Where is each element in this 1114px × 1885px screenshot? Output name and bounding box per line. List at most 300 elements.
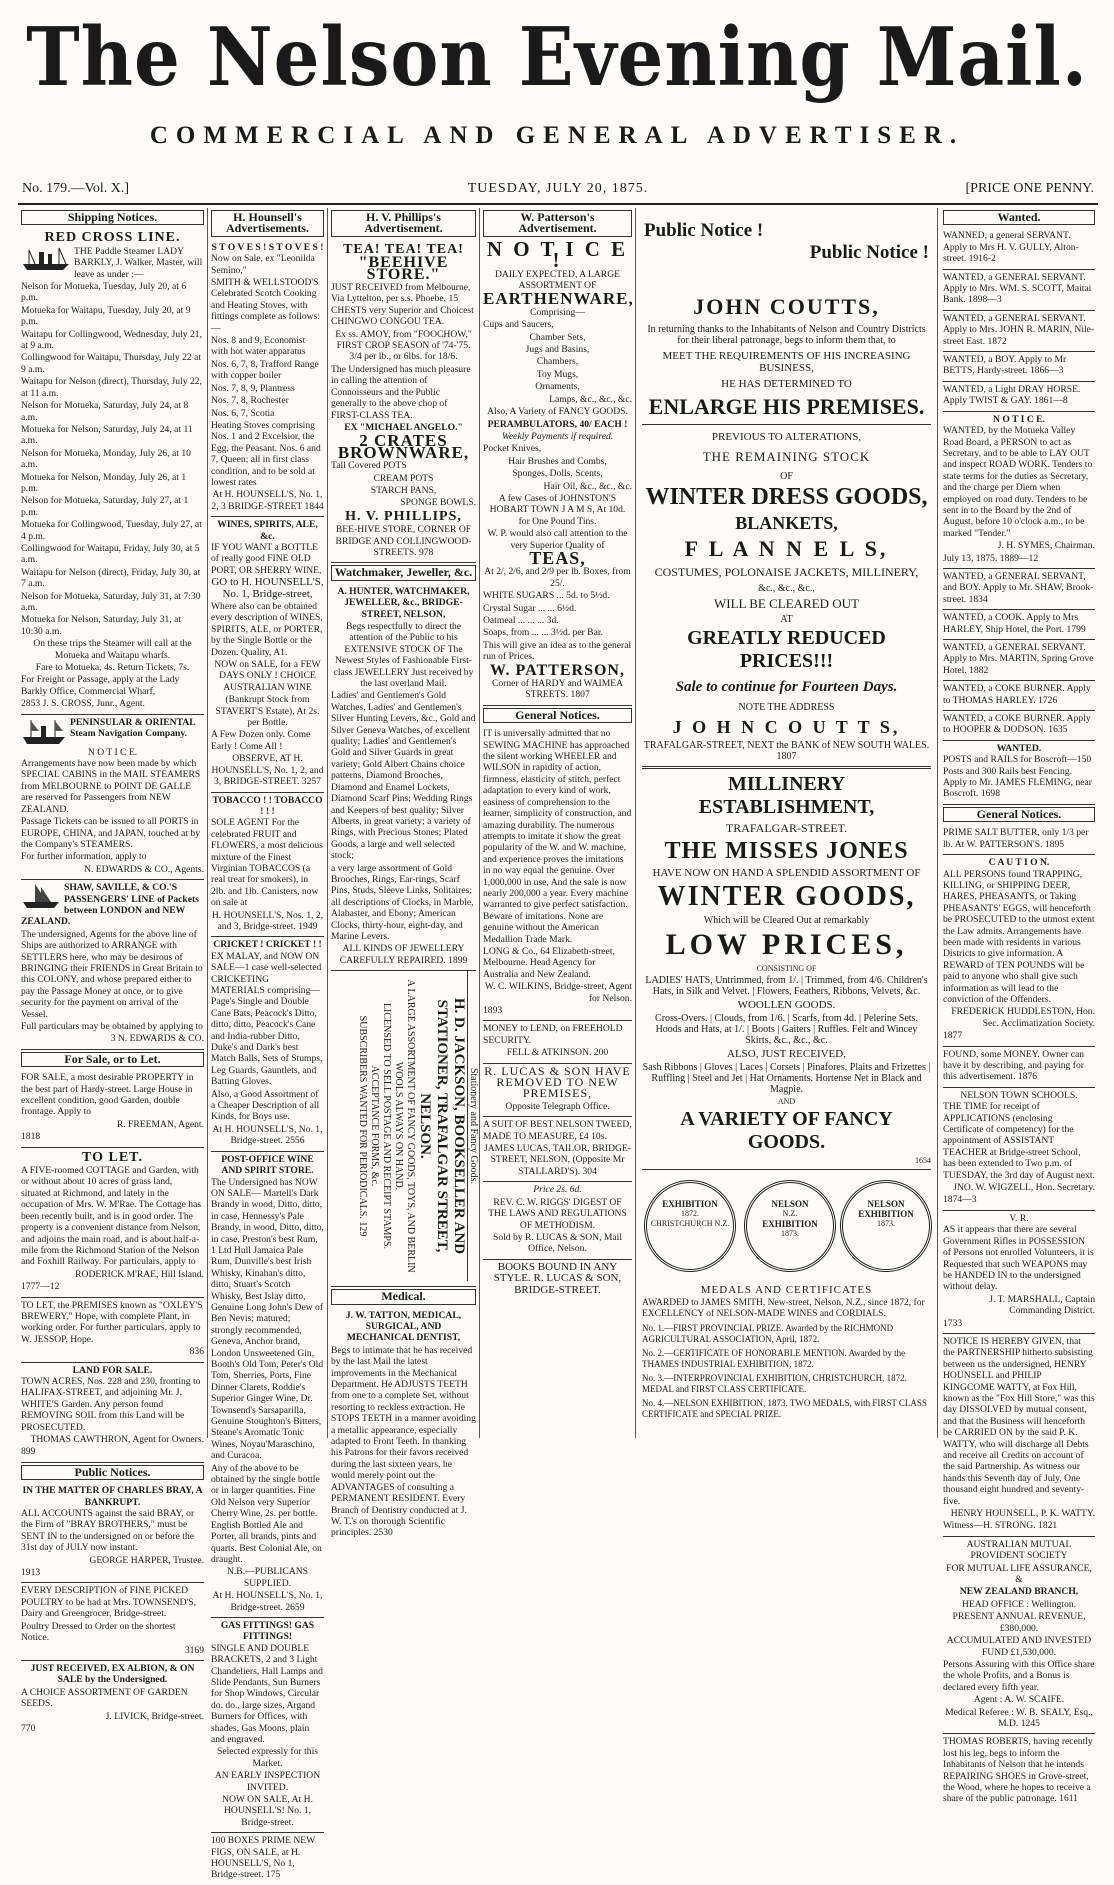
wanted-ad bbox=[943, 270, 1095, 311]
ad-address: At H. HOUNSELL'S, No. 1, Bridge-street. 2556 bbox=[212, 1123, 323, 1147]
ad-number: 1654 bbox=[915, 1156, 931, 1165]
ad-body: AS it appears that there are several Government Rifles in POSSESSION of Persons not enrolled Volunteers, it is Requested that such WEAPONS may be HANDED IN to the undersigned without delay. bbox=[943, 1224, 1094, 1293]
ad-body: Medical Referee : W. B. SEALY, Esq., M.D. 1245 bbox=[945, 1706, 1093, 1729]
section-heading: Shipping Notices. bbox=[21, 210, 204, 225]
ad-body: PERAMBULATORS, 40/ EACH ! bbox=[487, 418, 628, 430]
wanted-ad bbox=[943, 382, 1095, 412]
ad-number: 770 bbox=[21, 1722, 36, 1734]
ad-heading: TO LET. bbox=[82, 1149, 143, 1165]
ad-body: Full particulars may be obtained by applying to bbox=[21, 1021, 203, 1032]
ad-body: WANTED, a GENERAL SERVANT. Apply to Mrs. MARTIN, Spring Grove Hotel. 1882 bbox=[943, 642, 1094, 676]
ad-body: HAVE NOW ON HAND A SPLENDID ASSORTMENT OF bbox=[652, 867, 921, 879]
ad-heading: Public Notice ! bbox=[809, 242, 929, 263]
stove-item: Nos. 6, 7, Scotia bbox=[211, 407, 275, 419]
medal-text: 1873. bbox=[781, 1229, 799, 1238]
ad-heading: AUSTRALIAN MUTUAL PROVIDENT SOCIETY bbox=[966, 1538, 1072, 1562]
wanted-ad bbox=[943, 610, 1095, 640]
ad-money-to-lend bbox=[483, 1021, 632, 1063]
ad-body: Persons Assuring with this Office share the whole Profits, and a Bonus is declared every fifth year. bbox=[943, 1658, 1095, 1693]
earthenware-item: Lamps, &c., &c., &c. bbox=[549, 393, 632, 405]
column-patterson bbox=[480, 208, 636, 1438]
ad-signature: N. EDWARDS & CO., Agents. bbox=[84, 863, 204, 875]
ad-body: Any of the above to be obtained by the single bottle or in larger quantities. Fine Old Nelson very Superior Cherry Wine, 2s. per bottle. English Bottled Ale and Porter, all brands, pints and quarts. Best Colonial Ale, on draught. bbox=[211, 1462, 322, 1565]
ad-strip: Stationery and Fancy Goods. bbox=[467, 971, 479, 1281]
ad-heading: LOW PRICES, bbox=[665, 928, 908, 961]
ad-body: NOTE THE ADDRESS bbox=[738, 702, 835, 713]
ad-address: BEE-HIVE STORE, CORNER OF BRIDGE AND COLLINGWOOD-STREETS. 978 bbox=[335, 524, 472, 558]
ad-shaw-saville bbox=[21, 880, 204, 1050]
ad-body: IF YOU WANT a BOTTLE of really good FINE OLD PORT, OR SHERRY WINE, bbox=[211, 541, 322, 576]
ad-body: Selected expressly for this Market. bbox=[217, 1746, 318, 1769]
ad-body: 100 BOXES PRIME NEW FIGS, ON SALE, at H. HOUNSELL'S, No 1, Bridge-street. 175 bbox=[211, 1835, 316, 1881]
sailing-10: Motueka for Collingwood, Tuesday, July 27, at 4 p.m. bbox=[21, 519, 202, 542]
ad-heading: THE MISSES JONES bbox=[664, 838, 909, 864]
ad-body: Opposite Telegraph Office. bbox=[505, 1100, 610, 1112]
ad-body: TRAFALGAR-STREET. bbox=[725, 821, 848, 835]
medal-text: EXHIBITION bbox=[762, 1219, 818, 1229]
ad-date: July 13, 1875. 1889—12 bbox=[943, 552, 1039, 564]
ad-heading: "BEEHIVE STORE." bbox=[358, 254, 449, 283]
stove-item: Nos. 8 and 9, Economist with hot water apparatus bbox=[211, 335, 306, 358]
ad-town-schools bbox=[943, 1088, 1095, 1211]
ad-books-bound bbox=[483, 1260, 632, 1300]
ad-body: TOWN ACRES, Nos. 228 and 230, fronting to HALIFAX-STREET, and adjoining Mr. J. WHITE'S Garden. Any person found REMOVING SOIL from this Land will be PROSECUTED. bbox=[21, 1375, 201, 1433]
ad-caution bbox=[943, 855, 1095, 1047]
ad-body: WILL BE CLEARED OUT bbox=[713, 596, 860, 611]
ad-heading: JOHN COUTTS, bbox=[693, 294, 880, 319]
ad-body: WANTED, a COKE BURNER. Apply to THOMAS HARLEY. 1726 bbox=[943, 683, 1091, 706]
ad-body: Price 2s. 6d. bbox=[533, 1184, 582, 1196]
ad-cricket bbox=[211, 937, 324, 1151]
sailing-14: Motueka for Nelson, Saturday, July 31, at 10:30 a.m. bbox=[21, 614, 182, 637]
ad-body: Cross-Overs. | Clouds, from 1/6. | Scarfs, from 4d. | Pelerine Sets. Hoods and Hats, at 1/. | Boots | Gaiters | Ruffles. Felt and Wincey Skirts, &c., &c., &c. bbox=[655, 1013, 918, 1046]
newspaper-title: The Nelson Evening Mail. bbox=[26, 8, 1088, 105]
ad-body: JUST RECEIVED from Melbourne, Via Lyttelton, per s.s. Phoebe, 15 CHESTS very Superior and Choicest CHINGWO CONGOU TEA. bbox=[331, 282, 474, 328]
ad-signature: 3 N. EDWARDS & CO. bbox=[110, 1033, 204, 1045]
ad-bankrupt bbox=[21, 1483, 204, 1583]
ad-body: WANTED, a COOK. Apply to Mrs HARLEY, Ship Hotel, the Port. 1799 bbox=[943, 612, 1086, 635]
ad-body: FOUND, some MONEY. Owner can have it by describing, and paying for this advertisement. 1876 bbox=[943, 1048, 1085, 1083]
ad-signature: J. T. MARSHALL, Captain Commanding District. bbox=[989, 1293, 1095, 1317]
issue-date: TUESDAY, JULY 20, 1875. bbox=[467, 181, 649, 196]
medal-text: NELSON bbox=[771, 1199, 809, 1209]
ad-number: 1913 bbox=[21, 1567, 41, 1579]
medal-text: NELSON bbox=[867, 1199, 905, 1209]
ad-number: 1777—12 bbox=[21, 1281, 60, 1293]
wanted-ad bbox=[943, 640, 1095, 681]
sailing-13: Nelson for Motueka, Saturday, July 31, at 7:30 a.m. bbox=[21, 590, 201, 613]
ad-tobacco bbox=[211, 793, 324, 938]
ad-beehive-tea bbox=[331, 240, 476, 564]
ad-peninsular-oriental bbox=[21, 715, 204, 880]
section-heading: Medical. bbox=[331, 1289, 476, 1304]
ad-heading: GREATLY REDUCED PRICES!!! bbox=[687, 627, 886, 672]
ad-body: ALL KINDS OF JEWELLERY CAREFULLY REPAIRED. 1899 bbox=[339, 943, 468, 966]
ad-address: H. HOUNSELL'S, Nos. 1, 2, and 3, Bridge-street. 1949 bbox=[211, 909, 324, 932]
newspaper-subtitle: COMMERCIAL AND GENERAL ADVERTISER. bbox=[149, 122, 965, 149]
ad-heading: POST-OFFICE WINE AND SPIRIT STORE. bbox=[221, 1153, 314, 1177]
ad-number: 899 bbox=[21, 1446, 36, 1458]
column-coutts bbox=[636, 208, 938, 1438]
ad-fare: Fare to Motueka, 4s. Return Tickets, 7s. bbox=[35, 662, 190, 674]
ad-body: POSTS and RAILS for Boscroft—150 Posts and 300 Rails best Fencing. Apply to Mr. JAMES FLEMING, near Boscroft. 1698 bbox=[943, 754, 1092, 800]
ad-wines bbox=[211, 517, 324, 792]
earthenware-item: Jugs and Basins, bbox=[525, 344, 590, 356]
ad-body: At 2/, 2/6, and 2/9 per lb. Boxes, from 25/. bbox=[484, 566, 631, 589]
stove-item: Nos. 7, 8, 9, Plantress bbox=[211, 382, 295, 394]
steamer-icon bbox=[21, 246, 71, 272]
ad-body: Weekly Payments if required. bbox=[501, 430, 614, 442]
ad-body: LADIES' HATS, Untrimmed, from 1/. | Trimmed, from 4/6. Children's Hats, in Silk and Velvet. | Flowers, Feathers, Ribbons, Velvets, &c. bbox=[645, 975, 928, 997]
ad-body: A SUIT OF BEST NELSON TWEED, MADE TO MEASURE, £4 10s. bbox=[483, 1119, 632, 1142]
ad-subheading: N O T I C E. bbox=[87, 746, 138, 758]
section-heading: Watchmaker, Jeweller, &c. bbox=[331, 565, 476, 580]
ad-body: SMITH & WELLSTOOD'S Celebrated Scotch Cooking and Heating Stoves, with fittings complete as follows:— bbox=[211, 277, 320, 334]
ad-heading: Public Notice ! bbox=[644, 220, 764, 241]
ad-body: ACCUMULATED AND INVESTED FUND £1,530,000. bbox=[946, 1635, 1092, 1658]
ad-heading: LAND FOR SALE. bbox=[72, 1364, 153, 1376]
knife-item: Sponges, Dolls, Scents, bbox=[512, 468, 603, 480]
knife-item: Pocket Knives, bbox=[483, 443, 542, 455]
ad-body: For further information, apply to bbox=[21, 851, 147, 863]
ad-body: WANTED, a GENERAL SERVANT, and BOY. Apply to Mr. SHAW, Brook-street. 1834 bbox=[943, 570, 1094, 605]
section-heading: General Notices. bbox=[943, 807, 1095, 822]
brownware-item: Tall Covered POTS bbox=[331, 460, 407, 472]
ad-heading: MILLINERY ESTABLISHMENT, bbox=[698, 773, 875, 818]
masthead bbox=[0, 0, 1114, 170]
steamship-icon bbox=[21, 717, 67, 747]
ad-signature: HENRY HOUNSELL, P. K. WATTY. bbox=[950, 1508, 1095, 1520]
ad-body: WANTED, by the Motueka Valley Road Board, a PERSON to act as Secretary, and to be able to LAY OUT and inspect ROAD WORK. Tenders to state terms for the duties as Secretary, and the charge per Diem when employed on road duty. Tenders to be sent in to the Board by the 2nd of August, before 10 o'clock a.m., to be marked "Tender." bbox=[943, 425, 1093, 539]
section-heading: W. Patterson's Advertisement. bbox=[483, 210, 632, 237]
ad-heading: F L A N N E L S, bbox=[684, 536, 889, 561]
medal-nelson-icon bbox=[744, 1180, 836, 1272]
ad-heading: WINES, SPIRITS, ALE, &c. bbox=[217, 519, 318, 542]
column-wanted bbox=[940, 208, 1098, 1805]
ad-body: No. 4.—NELSON EXHIBITION, 1873. TWO MEDALS, with FIRST CLASS CERTIFICATE and SPECIAL PRIZE. bbox=[642, 1398, 927, 1419]
ad-heading: BLANKETS, bbox=[735, 513, 838, 533]
stove-item: Nos. 6, 7, 8, Trafford Range with copper boiler bbox=[211, 358, 319, 382]
ad-number: 1874—3 bbox=[943, 1194, 977, 1206]
earthenware-item: Chamber Sets, bbox=[529, 331, 586, 343]
ad-number: 836 bbox=[189, 1346, 204, 1358]
ad-number: 1733 bbox=[943, 1317, 963, 1329]
ad-brewery bbox=[21, 1298, 204, 1363]
ad-jackson-rotated bbox=[331, 971, 479, 1287]
ad-amp-society bbox=[943, 1537, 1095, 1735]
earthenware-item: Chambers, bbox=[536, 356, 579, 368]
ad-signature: JAMES LUCAS, TAILOR, BRIDGE-STREET, NELSON, (Opposite Mr STALLARD'S). 304 bbox=[484, 1143, 631, 1177]
ad-signature: FELL & ATKINSON. 200 bbox=[506, 1047, 609, 1059]
ad-partnership bbox=[943, 1334, 1095, 1537]
sailing-6: Motueka for Nelson, Saturday, July 24, at 11 a.m. bbox=[21, 423, 193, 447]
column-shipping bbox=[18, 208, 208, 1734]
ad-signature: THOMAS CAWTHRON, Agent for Owners. bbox=[30, 1434, 204, 1445]
price-item: Soaps, from ... ... 3½d. per Bar. bbox=[483, 627, 603, 639]
sailing-0: Nelson for Motueka, Tuesday, July 20, at 6 p.m. bbox=[21, 281, 187, 304]
medal-text: CHRISTCHURCH N.Z. bbox=[650, 1219, 730, 1228]
ad-body: NEW ZEALAND BRANCH, bbox=[959, 1586, 1079, 1598]
ad-heading: S T O V E S ! S T O V E S ! bbox=[211, 241, 324, 253]
wanted-ad bbox=[943, 711, 1095, 741]
ad-address: At H. HOUNSELL'S, No. 1, Bridge-street. 2659 bbox=[212, 1590, 323, 1613]
ad-heading: JUST RECEIVED, EX ALBION, & ON SALE by the Undersigned. bbox=[30, 1662, 195, 1686]
stove-item: Nos. 7, 8, Rochester bbox=[211, 395, 289, 407]
ad-body: TO LET, the PREMISES known as "OXLEY'S BREWERY," Hope, with complete Plant, in working order. For further particulars, apply to W. JESSOP, Hope. bbox=[21, 1299, 203, 1345]
medal-text: 1872. bbox=[681, 1209, 699, 1218]
ad-address: TRAFALGAR-STREET, NEXT the BANK of NEW SOUTH WALES. 1807 bbox=[643, 740, 930, 762]
ad-signature: H. V. PHILLIPS, bbox=[345, 508, 462, 524]
ad-heading: H. D. JACKSON, BOOKSELLER AND STATIONER, TRAFALGAR STREET, NELSON. bbox=[416, 998, 467, 1255]
ad-gas-fittings bbox=[211, 1618, 324, 1833]
public-notice-header bbox=[642, 208, 931, 268]
ad-heading: 2 CRATES BROWNWARE, bbox=[337, 431, 470, 462]
price: [PRICE ONE PENNY. bbox=[965, 181, 1094, 196]
ad-body: PREVIOUS TO ALTERATIONS, bbox=[711, 431, 862, 443]
ad-body: R. LUCAS & SON HAVE REMOVED TO NEW PREMISES, bbox=[484, 1063, 631, 1101]
ad-number: 1818 bbox=[21, 1131, 41, 1143]
ad-heading: RED CROSS LINE. bbox=[44, 230, 181, 246]
ad-signature: JNO. W. WIGZELL, Hon. Secretary. bbox=[953, 1182, 1095, 1194]
ad-body: No. 2.—CERTIFICATE OF HONORABLE MENTION. Awarded by the THAMES INDUSTRIAL EXHIBITION, 1872. bbox=[642, 1348, 906, 1369]
ad-body: GO to H. HOUNSELL'S, No. 1, Bridge-street, bbox=[211, 576, 324, 600]
ad-heading: TEAS, bbox=[529, 547, 586, 568]
ad-body: The Undersigned has NOW ON SALE— Martell's Dark Brandy in wood, Ditto, ditto, in case, Hennessy's Pale Brandy, in wood, Ditto, ditto, in case, Preston's best Rum, 1 Ltd Hull Jamaica Pale Rum, Dunville's best Irish Whisky, Kinahan's ditto, ditto, Stuart's Scotch Whisky, Best Islay ditto, Genuine Long John's Dew of Ben Nevis; matured; strongly recommended, Geneva, Anchor brand, London Unsweetened Gin, Booth's Old Tom, Peter's Old Tom, Sherries, Ports, Fine Dinner Clarets, Roddie's Superior Ginger Wine, Dr. Townsend's Sarsaparilla, Genuine Stoughton's Bitters, Steane's Aromatic Tonic Wines, Noyau'Maraschino, and Curacoa. bbox=[211, 1176, 324, 1462]
ad-butter bbox=[943, 825, 1095, 855]
ad-body: SOLE AGENT For the celebrated FRUIT and FLOWERS, a most delicious mixture of the Finest Virginian TOBACCOS (a real treat for smokers), in 2lb. and 1lb. Canisters, now on sale at bbox=[211, 817, 323, 909]
ad-body: ALL PERSONS found TRAPPING, KILLING, or SHIPPING DEER, HARES, PHEASANTS, or Taking PHEASANTS' EGGS, will henceforth be PROSECUTED to the utmost extent the Law admits. Arrangements have been made with residents in various Districts to give information. A REWARD of TEN POUNDS will be paid to anyone who shall give such information as will lead to the conviction of the Offenders. bbox=[943, 868, 1095, 1005]
ad-roberts-shoes bbox=[943, 1734, 1095, 1808]
ad-stoves bbox=[211, 240, 324, 517]
ad-body: Poultry Dressed to Order on the shortest Notice. bbox=[21, 1620, 176, 1644]
ad-methodism-digest bbox=[483, 1182, 632, 1259]
ad-body: THOMAS ROBERTS, having recently lost his leg, begs to inform the Inhabitants of Nelson that he intends REPAIRING SHOES in Grove-street, the Wood, where he hopes to receive a share of the public patronage. 1611 bbox=[943, 1736, 1093, 1805]
ad-heading: WINTER GOODS, bbox=[657, 881, 916, 912]
ad-body: A few Cases of JOHNSTON'S HOBART TOWN J A M S, At 10d. for One Pound Tins. bbox=[489, 492, 626, 527]
ad-body: W. P. would also call attention to the very Superior Quality of bbox=[487, 528, 628, 551]
ad-body: Sale to continue for Fourteen Days. bbox=[675, 679, 898, 695]
ad-freight: For Freight or Passage, apply at the Lady Barkly Office, Commercial Wharf, bbox=[21, 674, 180, 697]
ad-address: Corner of HARDY and WAIMEA STREETS. 1807 bbox=[491, 678, 624, 701]
ad-signature: R. FREEMAN, Agent. bbox=[116, 1118, 204, 1130]
medal-text: EXHIBITION bbox=[858, 1209, 914, 1219]
ad-signature: FREDERICK HUDDLESTON, Hon. Sec. Acclimatization Society. bbox=[951, 1006, 1095, 1029]
ad-body: WANTED, a GENERAL SERVANT. Apply to Mrs. WM. S. SCOTT, Maitai Bank. 1898—3 bbox=[943, 271, 1092, 306]
ad-body: CONSISTING OF bbox=[756, 964, 817, 973]
column-hounsell bbox=[208, 208, 328, 1881]
ad-body: Also, a Good Assortment of a Cheaper Description of all Kinds, for Boys use. bbox=[211, 1088, 320, 1123]
ad-body: SUBSCRIBERS WANTED FOR PERIODICALS. 129 bbox=[356, 1015, 368, 1237]
wanted-ad bbox=[943, 228, 1095, 269]
knife-item: Hair Oil, &c., &c., &c. bbox=[543, 480, 632, 492]
sailing-7: Nelson for Motueka, Monday, July 26, at 10 a.m. bbox=[21, 447, 191, 471]
sailing-3: Collingwood for Waitapu, Thursday, July 22 at 9 a.m. bbox=[21, 352, 201, 375]
ad-heading: WANTED. bbox=[996, 742, 1042, 754]
ad-road-board-notice bbox=[943, 412, 1095, 569]
ad-body: Ex ss. AMOY, from "FOOCHOW," FIRST CROP SEASON of '74-'75. 3/4 per lb., or 6lbs. for 18/6. bbox=[335, 328, 472, 363]
price-item: WHITE SUGARS ... 5d. to 5½d. bbox=[483, 590, 610, 602]
ad-heading: C A U T I O N. bbox=[988, 857, 1050, 869]
ad-body: &c., &c., &c., bbox=[758, 583, 815, 594]
ad-poultry bbox=[21, 1583, 204, 1660]
ad-body: Ladies' and Gentlemen's Gold Watches, Ladies' and Gentlemen's Silver Hunting Levers, &c., Gold and Silver Geneva Watches, of excellent quality; Ladies' and Gentlemen's Gold and Silver Guards in great variety; Gold Albert Chains choice patterns, Diamond Brooches, Diamond and Enamel Lockets, Diamond Scarf Pins; Wedding Rings and Keepers of best quality; Silver Alberts, in great variety; a variety of Rings, with Precious Stones; Plated Goods, a large and well selected stock; bbox=[331, 690, 476, 862]
ad-heading: N O T I C E ! bbox=[486, 236, 629, 273]
ad-body: Which will be Cleared Out at remarkably bbox=[703, 915, 870, 926]
ad-body: Heating Stoves comprising Nos. 1 and 2 Excelsior, the Egg, the Peasant. Nos. 6 and 7, Queen; all in first class condition, and to be sold at lowest rates bbox=[211, 419, 321, 488]
ad-heading: GAS FITTINGS! GAS FITTINGS! bbox=[220, 1619, 315, 1643]
ad-body: THE TIME for receipt of APPLICATIONS (enclosing Certificate of competency) for the appointment of ASSISTANT TEACHER at Bridge-street School, has been extended to Two p.m. of TUESDAY, the 3rd day of August next. bbox=[943, 1101, 1095, 1181]
ad-body: SINGLE AND DOUBLE BRACKETS, 2 and 3 Light Chandeliers, Hall Lamps and Slide Pendants, Sun Burners for Shop Windows, Circular do. do., large sizes, Argand Burners for Offices, with shades, Gas Moons, plain and engraved. bbox=[211, 1642, 323, 1745]
ad-signature: J. H. SYMES, Chairman. bbox=[997, 540, 1095, 552]
ad-vr-rifles bbox=[943, 1211, 1095, 1334]
ad-body: WOOLLEN GOODS. bbox=[737, 999, 836, 1011]
ad-body: AND bbox=[777, 1097, 796, 1106]
wanted-ad bbox=[943, 311, 1095, 352]
ad-body: AT bbox=[780, 614, 793, 625]
ad-body: WANTED, a Light DRAY HORSE. Apply TWIST & GAY. 1861—8 bbox=[943, 383, 1081, 407]
earthenware-item: Ornaments, bbox=[535, 381, 580, 393]
ad-body: Agent : A. W. SCAIFE. bbox=[973, 1694, 1065, 1706]
section-heading: For Sale, or to Let. bbox=[21, 1052, 204, 1067]
ad-heading: PENINSULAR & ORIENTAL Steam Navigation Company. bbox=[70, 716, 196, 740]
ad-number: 1893 bbox=[483, 1005, 503, 1016]
ad-body: Arrangements have now been made by which SPECIAL CABINS in the MAIL STEAMERS from MELBOURNE to POINT DE GALLE are reserved for Passengers from NEW ZEALAND. bbox=[21, 758, 201, 815]
ad-body: This will give an idea as to the general run of Prices. bbox=[483, 639, 632, 663]
ad-signature: J. LIVICK, Bridge-street. bbox=[105, 1710, 204, 1722]
section-heading: General Notices. bbox=[483, 708, 632, 723]
ad-signature: W. C. WILKINS, Bridge-street, Agent for Nelson. bbox=[484, 981, 632, 1004]
medal-text: EXHIBITION bbox=[662, 1199, 718, 1209]
section-heading: Wanted. bbox=[943, 210, 1095, 225]
ad-body: A Few Dozen only. Come Early ! Come All ! bbox=[211, 729, 311, 752]
earthenware-item: Comprising— bbox=[530, 306, 585, 318]
ad-body: HEAD OFFICE : Wellington. bbox=[961, 1598, 1077, 1610]
wanted-ad bbox=[943, 569, 1095, 610]
ad-heading: EARTHENWARE, bbox=[483, 289, 634, 309]
ad-heading: SHAW, SAVILLE, & CO.'S PASSENGERS' LINE of Packets between LONDON and NEW ZEALAND. bbox=[21, 882, 199, 928]
ad-body: Passage Tickets can be issued to all PORTS in EUROPE, CHINA, and JAPAN, touched at by the Company's STEAMERS. bbox=[21, 816, 200, 850]
ad-address: OBSERVE, AT H. HOUNSELL'S, No. 1, 2, and 3, BRIDGE-STREET. 3257 bbox=[211, 753, 324, 788]
ad-body: EX MALAY, and NOW ON SALE—1 case well-selected CRICKETING MATERIALS comprising— Page's Single and Double Cane Bats, Peacock's Ditto, ditto, ditto, Peacock's Cane and India-rubber Ditto, Duke's and Dark's best Match Balls, Sets of Stumps, Leg Guards, Gauntlets, and Batting Gloves. bbox=[211, 950, 323, 1088]
ad-body: PRIME SALT BUTTER, only 1/3 per lb. At W. PATTERSON'S. 1895 bbox=[943, 827, 1089, 850]
brownware-item: STARCH PANS, bbox=[370, 484, 437, 496]
ad-land-for-sale bbox=[21, 1363, 204, 1463]
medal-text: 1873. bbox=[877, 1219, 895, 1228]
ad-heading: NELSON TOWN SCHOOLS. bbox=[960, 1089, 1078, 1101]
ad-body: WANTED, a BOY. Apply to Mr BETTS, Hardy-street. 1866—3 bbox=[943, 354, 1067, 377]
wanted-ad bbox=[943, 681, 1095, 711]
ad-body: PRESENT ANNUAL REVENUE, £380,000. bbox=[952, 1611, 1086, 1634]
ad-sub: Now on Sale, ex "Leonilda Semino," bbox=[211, 253, 315, 276]
ad-for-sale bbox=[21, 1070, 204, 1147]
ad-body: REV. C. W. RIGGS' DIGEST OF THE LAWS AND REGULATIONS OF METHODISM. bbox=[488, 1196, 627, 1231]
medals-row bbox=[642, 1169, 931, 1282]
ad-body: Also, A Variety of FANCY GOODS. bbox=[487, 406, 628, 418]
ad-heading: A. HUNTER, WATCHMAKER, JEWELLER, &c., BRIDGE-STREET, NELSON, bbox=[337, 585, 470, 620]
ad-body: WANTED, a GENERAL SERVANT. Apply to Mrs. JOHN R. MARIN, Nile-street East. 1872 bbox=[943, 312, 1095, 347]
section-heading: Public Notices. bbox=[21, 1465, 204, 1480]
ad-signature: Witness—H. STRONG. 1821 bbox=[943, 1520, 1058, 1532]
ad-found-money bbox=[943, 1047, 1095, 1088]
ad-patterson-earthenware bbox=[483, 236, 634, 706]
ad-body: Sold by R. LUCAS & SON, Mail Office, Nelson. bbox=[492, 1231, 622, 1255]
ad-post-office-wine bbox=[211, 1152, 324, 1618]
ad-body: Where also can be obtained every description of WINES, SPIRITS, ALE, or PORTER, by the Single Bottle or the Dozen. Quality, A1. bbox=[211, 601, 323, 658]
ad-body: MONEY to LEND, on FREEHOLD SECURITY. bbox=[483, 1023, 623, 1046]
ad-intro: THE Paddle Steamer LADY BARKLY, J. Walker, Master, will leave as under :— bbox=[74, 245, 203, 280]
ad-body: THE REMAINING STOCK bbox=[702, 449, 871, 464]
ad-heading: V. R. bbox=[1009, 1212, 1029, 1224]
ad-body: Begs to intimate that he has received by the last Mail the latest improvements in the Mechanical Department. He ADJUSTS TEETH from one to a complete Set, without resorting to reckless extraction. He STOPS TEETH in a manner avoiding a metallic appearance, especially adapted to Front Teeth. In thanking his Patrons for their favors received during the last sixteen years, he would merely point out the ADVANTAGES of consulting a PERMANENT RESIDENT. Every Branch of Dentistry conducted at J. W. T.'s on thorough Scientific principles. 2530 bbox=[331, 1344, 476, 1539]
price-item: Crystal Sugar ... ... 6½d. bbox=[483, 602, 577, 614]
ad-body: AWARDED to JAMES SMITH, New-street, Nelson, N.Z., since 1872, for EXCELLENCY of NELSON-MADE WINES and CORDIALS. bbox=[642, 1298, 925, 1319]
ad-number: 1877 bbox=[943, 1030, 963, 1042]
ad-posts-rails bbox=[943, 741, 1095, 805]
ad-heading: J. W. TATTON, MEDICAL, SURGICAL, AND MECHANICAL DENTIST, bbox=[345, 1309, 462, 1344]
sailing-12: Waitapu for Nelson (direct), Friday, July 30, at 7 a.m. bbox=[21, 566, 201, 590]
sailing-4: Waitapu for Nelson (direct), Thursday, July 22, at 11 a.m. bbox=[21, 376, 202, 399]
ad-body: ALSO, JUST RECEIVED, bbox=[727, 1048, 846, 1060]
ad-heading: TOBACCO ! ! TOBACCO ! ! ! bbox=[212, 794, 323, 817]
sailing-8: Motueka for Nelson, Monday, July 26, at 1 p.m. bbox=[21, 471, 187, 494]
issue-number: No. 179.—Vol. X.] bbox=[22, 181, 130, 196]
ad-body: ALL ACCOUNTS against the said BRAY, or the Firm of "BRAY BROTHERS," must be SENT IN to the undersigned on or before the 31st day of JULY now instant. bbox=[21, 1508, 195, 1554]
ad-body: NOTICE IS HEREBY GIVEN, that the PARTNERSHIP hitherto subsisting between us the undersigned, HENRY HOUNSELL and PHILIP KINGCOME WATTY, at Fox Hill, known as the "Fox Hill Store," was this day DISSOLVED by mutual consent, and that the Business will henceforth be CARRIED ON by the said P. K. WATTY, who will discharge all Debts and receive all Credits on account of the said Partnership. As witness our hands this Seventh day of July, One thousand eight hundred and seventy-five. bbox=[943, 1335, 1095, 1507]
ad-lucas-removed bbox=[483, 1064, 632, 1118]
ad-signature: J O H N C O U T T S, bbox=[672, 717, 901, 737]
ad-body: WANNED, a general SERVANT. Apply to Mrs H. V. GULLY, Alton-street. 1916-2 bbox=[943, 230, 1079, 265]
ad-body: WANTED, a COKE BURNER. Apply to HOOPER & DODSON. 1635 bbox=[943, 713, 1091, 736]
ad-body: No. 1.—FIRST PROVINCIAL PRIZE. Awarded by the RICHMOND AGRICULTURAL ASSOCIATION, April, 1872. bbox=[642, 1323, 894, 1344]
ad-heading: N O T I C E. bbox=[993, 413, 1045, 425]
ad-tatton-dentist bbox=[331, 1308, 476, 1543]
ad-sewing-machine bbox=[483, 726, 632, 1021]
ad-body: OF bbox=[780, 471, 793, 482]
section-heading: H. V. Phillips's Advertisement. bbox=[331, 210, 476, 237]
ad-body: MEET THE REQUIREMENTS OF HIS INCREASING BUSINESS, bbox=[662, 350, 911, 374]
ad-body: The undersigned, Agents for the above line of Ships are authorized to ARRANGE with SETTLERS here, who may be desirous of BRINGING their FRIENDS in Great Britain to this COLONY, and whose prepared either to pay the Passage Money at once, or to give security for the payment on arrival of the Vessel. bbox=[21, 928, 203, 1020]
ad-note: On these trips the Steamer will call at the Motueka and Waitapu wharfs. bbox=[33, 638, 192, 661]
ad-heading: MEDALS AND CERTIFICATES bbox=[700, 1284, 873, 1296]
brownware-item: CREAM POTS bbox=[373, 472, 434, 484]
ad-figs bbox=[211, 1833, 324, 1885]
ad-body: HE HAS DETERMINED TO bbox=[721, 378, 852, 390]
ad-body: A FIVE-roomed COTTAGE and Garden, with or without about 10 acres of grass land, situated at Richmond, and lately in the occupation of Mrs. W. M'Rae. The Cottage has been recently built, and is in good order. The property is a convenient distance from Nelson, and adjoins the main road, and is about half-a-mile from the Richmond Station of the Nelson and Foxhill Railway. For particulars, apply to bbox=[21, 1165, 202, 1268]
earthenware-item: Toy Mugs, bbox=[536, 368, 579, 380]
ad-signature: W. PATTERSON, bbox=[490, 661, 625, 679]
ad-body: EX "MICHAEL ANGELO." bbox=[344, 421, 463, 433]
ad-red-cross-line bbox=[21, 228, 204, 714]
knife-item: Hair Brushes and Combs, bbox=[508, 455, 607, 467]
ad-signature: 2853 J. S. CROSS, Junr., Agent. bbox=[21, 698, 145, 710]
ad-address: At H. HOUNSELL'S, No. 1, 2, 3 BRIDGE-STREET 1844 bbox=[211, 489, 324, 512]
ad-heading: ENLARGE HIS PREMISES. bbox=[648, 394, 925, 419]
ad-signature: GEORGE HARPER, Trustee. bbox=[89, 1554, 204, 1566]
ad-hunter-jeweller bbox=[331, 584, 476, 971]
ad-body: Sash Ribbons | Gloves | Laces | Corsets | Pinafores. Plaits and Frizettes | Ruffling | Steel and Jet | Hat Ornaments. Hortense Net in Black and Magpie. bbox=[642, 1062, 931, 1095]
ad-body: EVERY DESCRIPTION of FINE PICKED POULTRY to be had at Mrs. TOWNSEND'S, Dairy and Greengrocer, Bridge-street. bbox=[21, 1585, 196, 1620]
ad-body: IT is universally admitted that no SEWING MACHINE has approached the silent working WHEELER and WILSON in rapidity of action, firmness, elasticity of stitch, perfect adaptation to every kind of work, easiness of comprehension to the learner, simplicity of construction, and amazing durability. The numerous attempts to imitate it show the great popularity of the W. and W. machine, and experience proves the imitations in no way equal the genuine. Over 1,000,000 in use, And the sale is now nearly 200,000 a year. Every machine warranted to give perfect satisfaction. Beware of imitations. None are genuine without the American Medallion Trade Mark. bbox=[483, 728, 632, 945]
price-item: Oatmeal ... ... ... 3d. bbox=[483, 615, 559, 626]
ad-body: NOW on SALE, for a FEW DAYS ONLY ! CHOICE AUSTRALIAN WINE bbox=[214, 659, 321, 693]
ad-body: A CHOICE ASSORTMENT OF GARDEN SEEDS. bbox=[21, 1686, 188, 1710]
ad-signature: RODERICK M'RAE, Hill Island. bbox=[75, 1268, 204, 1280]
ad-body: FOR MUTUAL LIFE ASSURANCE, & bbox=[946, 1562, 1092, 1586]
wanted-ad bbox=[943, 352, 1095, 382]
ad-body: In returning thanks to the Inhabitants of Nelson and Country Districts for their liberal patronage, begs to inform them that, to bbox=[647, 324, 926, 346]
earthenware-item: Cups and Saucers, bbox=[483, 319, 554, 331]
ad-address: NOW ON SALE, At H. HOUNSELL'S! No. 1, Bridge-street. bbox=[222, 1794, 313, 1828]
